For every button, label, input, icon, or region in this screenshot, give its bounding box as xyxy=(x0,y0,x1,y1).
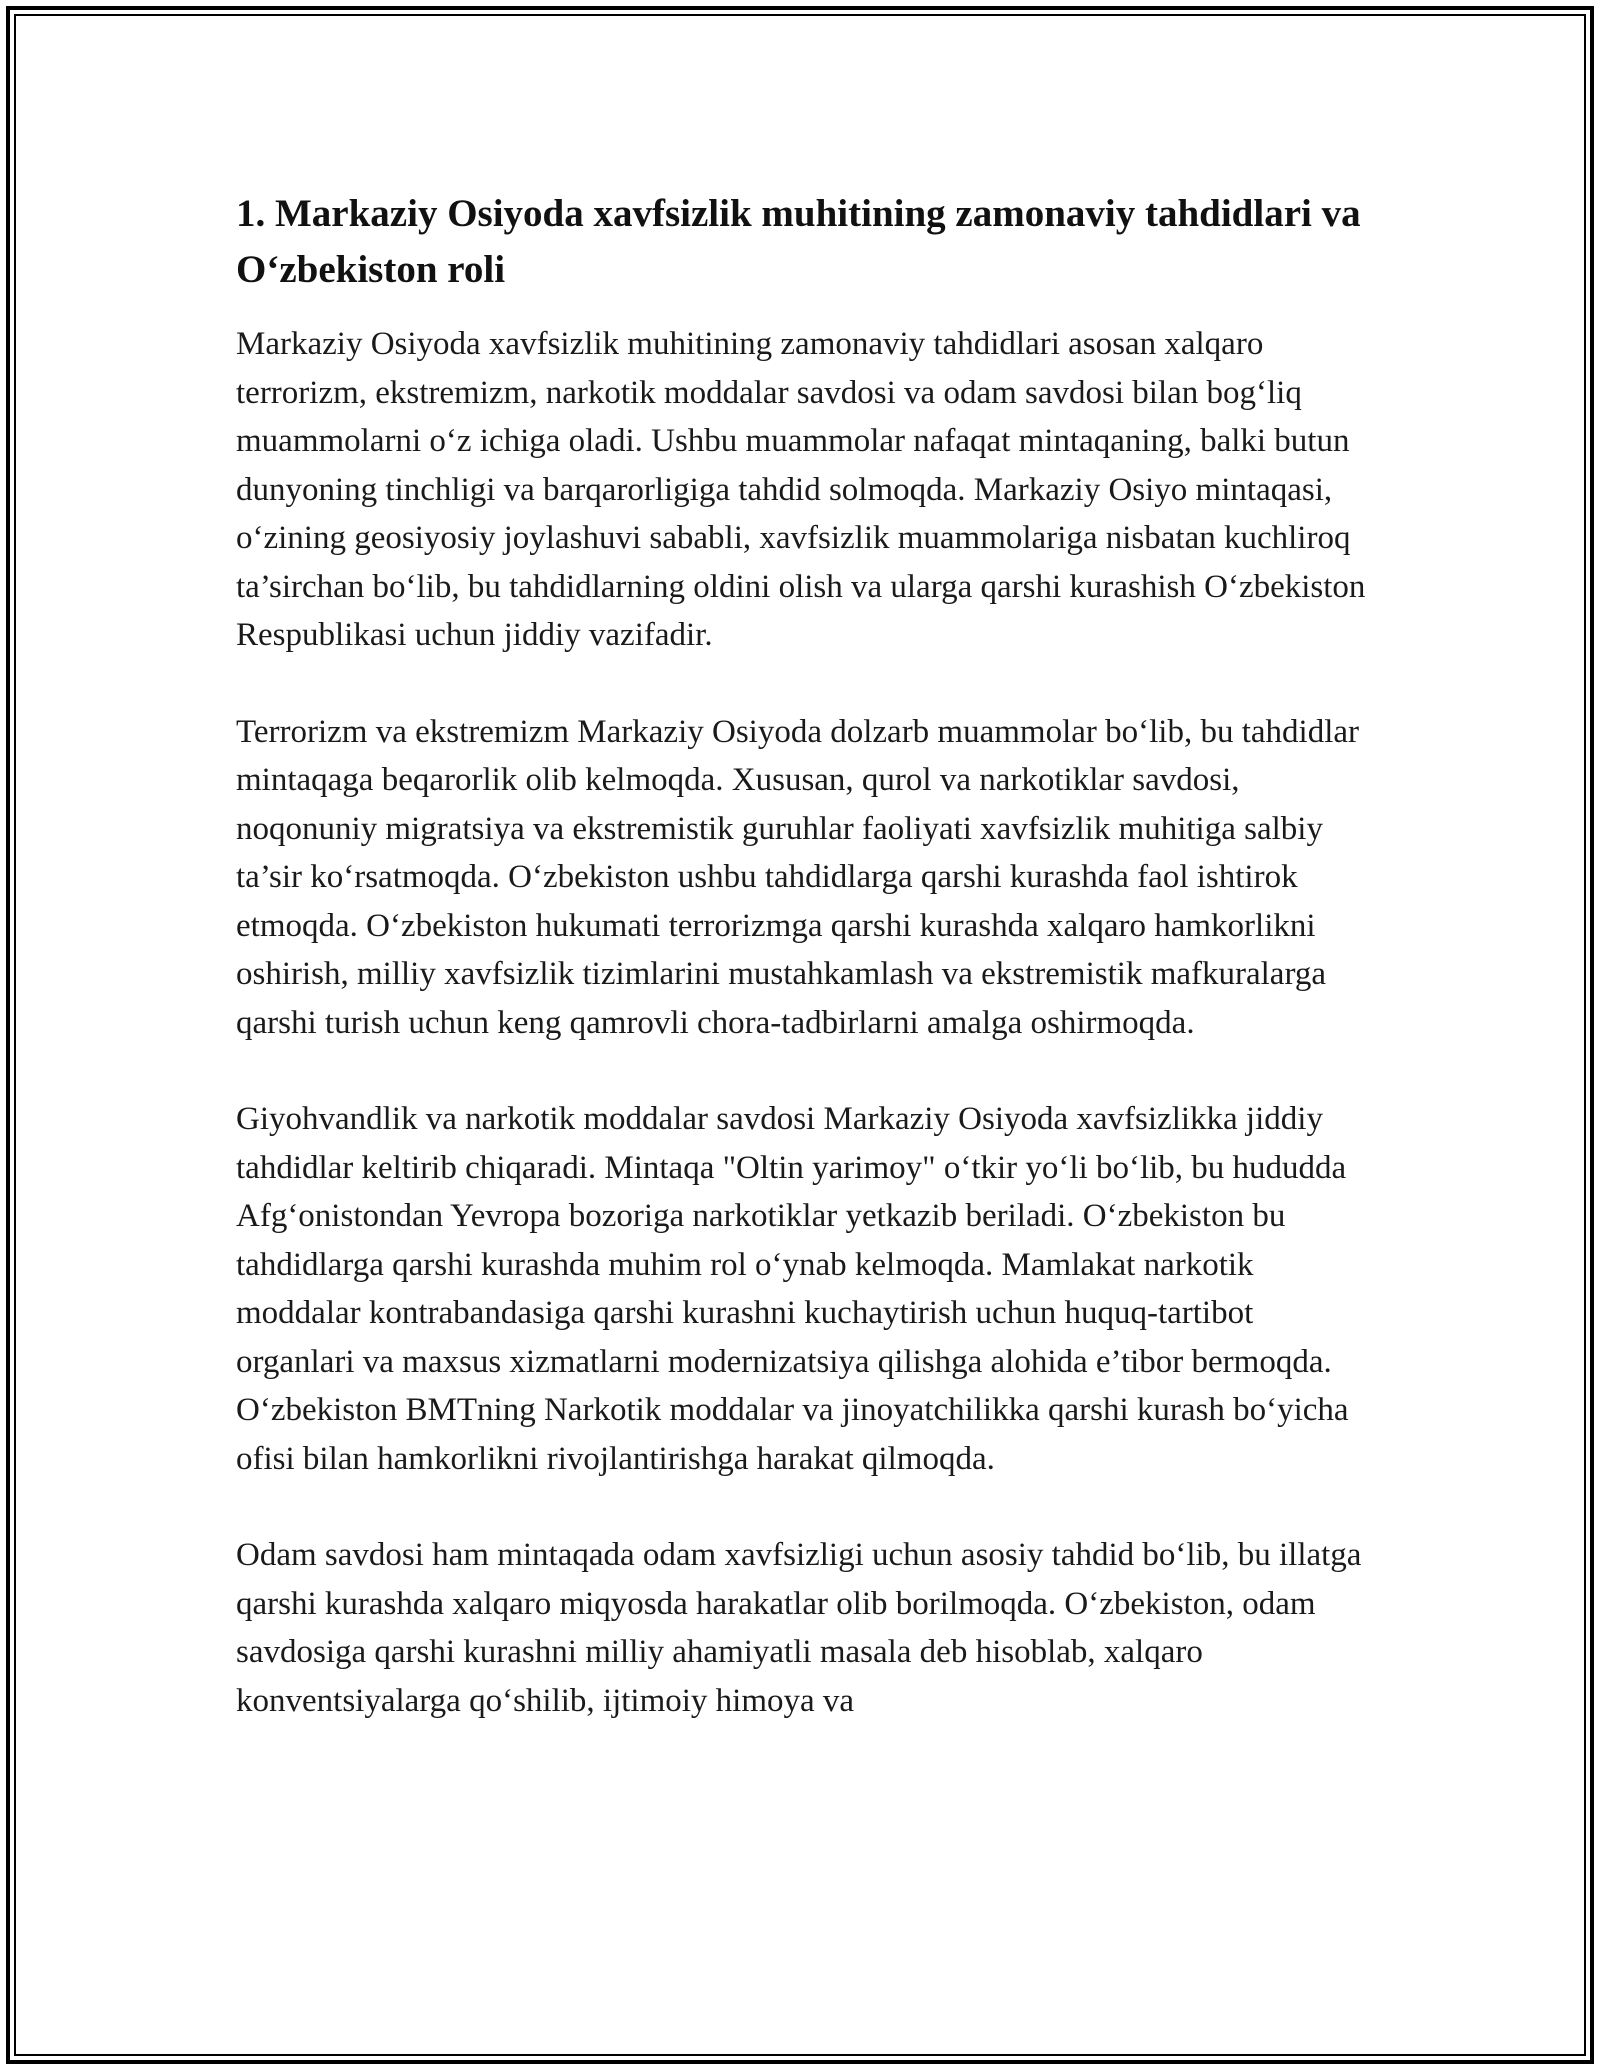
paragraph-4: Odam savdosi ham mintaqada odam xavfsizligi uchun asosiy tahdid bo‘lib, bu illatga qarshi kurashda xalqaro miqyosda harakatlar olib borilmoqda. O‘zbekiston, odam savdosiga qarshi kurashni milliy ahamiyatli masala deb hisoblab, xalqaro konventsiyalarga qo‘shilib, ijtimoiy himoya va xyxy=(236,1537,1362,1719)
document-body xyxy=(236,186,1366,1773)
paragraph-3: Giyohvandlik va narkotik moddalar savdosi Markaziy Osiyoda xavfsizlikka jiddiy tahdidlar keltirib chiqaradi. Mintaqa "Oltin yarimoy" o‘tkir yo‘li bo‘lib, bu hududda Afg‘onistondan Yevropa bozoriga narkotiklar yetkazib beriladi. O‘zbekiston bu tahdidlarga qarshi kurashda muhim rol o‘ynab kelmoqda. Mamlakat narkotik moddalar kontrabandasiga qarshi kurashni kuchaytirish uchun huquq-tartibot organlari va maxsus xizmatlarni modernizatsiya qilishga alohida e’tibor bermoqda. O‘zbekiston BMTning Narkotik moddalar va jinoyatchilikka qarshi kurash bo‘yicha ofisi bilan hamkorlikni rivojlantirishga harakat qilmoqda. xyxy=(236,1101,1349,1477)
section-heading: 1. Markaziy Osiyoda xavfsizlik muhitining zamonaviy tahdidlari va O‘zbekiston roli xyxy=(236,192,1361,291)
paragraph-2: Terrorizm va ekstremizm Markaziy Osiyoda dolzarb muammolar bo‘lib, bu tahdidlar mintaqaga beqarorlik olib kelmoqda. Xususan, qurol va narkotiklar savdosi, noqonuniy migratsiya va ekstremistik guruhlar faoliyati xavfsizlik muhitiga salbiy ta’sir ko‘rsatmoqda. O‘zbekiston ushbu tahdidlarga qarshi kurashda faol ishtirok etmoqda. O‘zbekiston hukumati terrorizmga qarshi kurashda xalqaro hamkorlikni oshirish, milliy xavfsizlik tizimlarini mustahkamlash va ekstremistik mafkuralarga qarshi turish uchun keng qamrovli chora-tadbirlarni amalga oshirmoqda. xyxy=(236,713,1359,1041)
paragraph-1: Markaziy Osiyoda xavfsizlik muhitining zamonaviy tahdidlari asosan xalqaro terrorizm, ekstremizm, narkotik moddalar savdosi va odam savdosi bilan bog‘liq muammolarni o‘z ichiga oladi. Ushbu muammolar nafaqat mintaqaning, balki butun dunyoning tinchligi va barqarorligiga tahdid solmoqda. Markaziy Osiyo mintaqasi, o‘zining geosiyosiy joylashuvi sababli, xavfsizlik muammolariga nisbatan kuchliroq ta’sirchan bo‘lib, bu tahdidlarning oldini olish va ularga qarshi kurashish O‘zbekiston Respublikasi uchun jiddiy vazifadir. xyxy=(236,326,1366,653)
